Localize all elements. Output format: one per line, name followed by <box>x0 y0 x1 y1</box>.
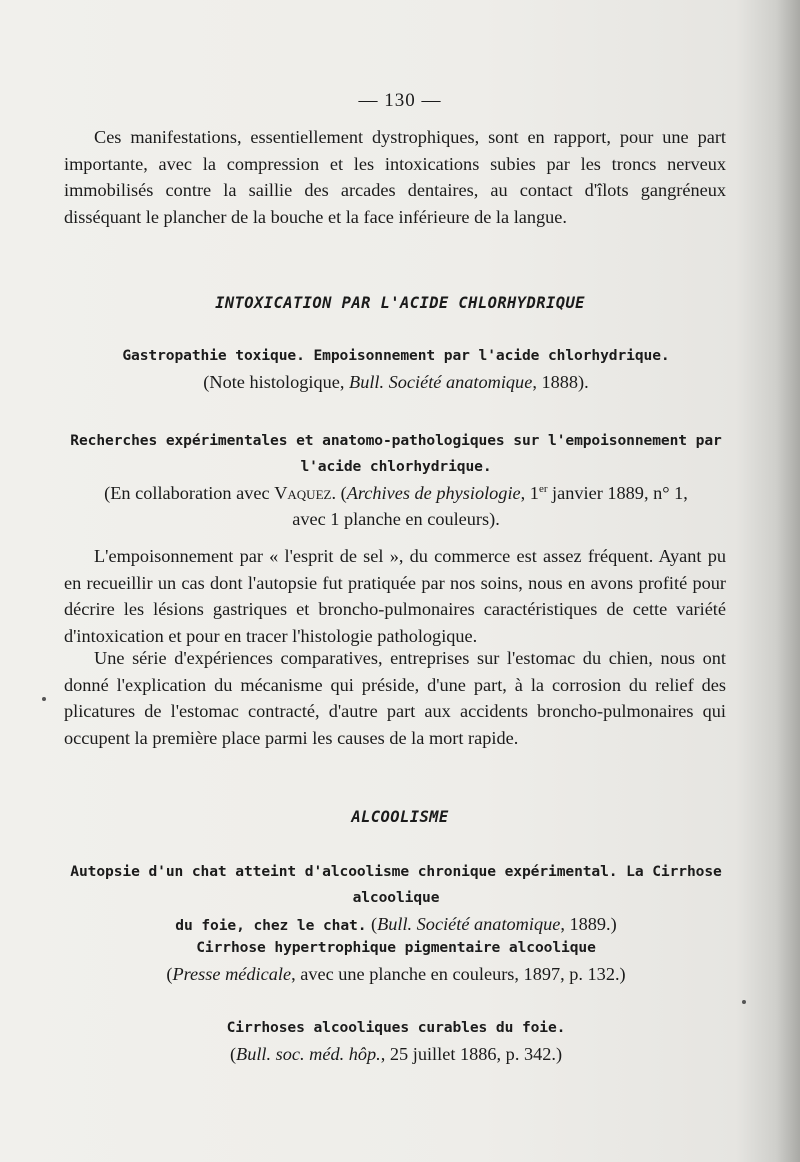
page-number: — 130 — <box>358 90 442 111</box>
entry-title-line1: Autopsie d'un chat atteint d'alcoolisme chronique expérimental. La Cirrhose alcoolique <box>70 863 722 906</box>
entry-reference-line2: avec 1 planche en couleurs). <box>292 509 500 529</box>
entry-recherches <box>64 428 728 532</box>
intro-paragraph-text: Ces manifestations, essentiellement dystrophiques, sont en rapport, pour une part importante, avec la compression et les intoxications subies par les troncs nerveux immobilisés contre la saillie des arcades dentaires, au contact d'îlots gangréneux disséquant le plancher de la bouche et la face inférieure de la langue. <box>64 127 726 227</box>
section-heading-acid: INTOXICATION PAR L'ACIDE CHLORHYDRIQUE <box>215 294 585 312</box>
entry-title-line2: l'acide chlorhydrique. <box>300 458 492 475</box>
entry-gastropathie <box>64 343 728 395</box>
entry-autopsie-chat <box>64 859 728 939</box>
scan-speck <box>742 1000 746 1004</box>
entry-title-line1: Recherches expérimentales et anatomo-pathologiques sur l'empoisonnement par <box>70 432 722 449</box>
entry-reference: (En collaboration avec Vaquez. (Archives de physiologie, 1er janvier 1889, n° 1, <box>104 482 688 503</box>
entry-reference: (Bull. soc. méd. hôp., 25 juillet 1886, p. 342.) <box>229 1044 563 1064</box>
entry-reference: (Presse médicale, avec une planche en couleurs, 1897, p. 132.) <box>166 964 626 984</box>
entry-line2: du foie, chez le chat. (Bull. Société anatomique, 1889.) <box>175 914 617 934</box>
entry-title: Cirrhoses alcooliques curables du foie. <box>226 1019 566 1036</box>
acid-paragraph-2: Une série d'expériences comparatives, entreprises sur l'estomac du chien, nous ont donné l'explication du mécanisme qui préside, d'une part, à la corrosion du relief des plicatures de l'estomac contracté, d'autre part aux accidents broncho-pulmonaires qui occupent la première place parmi les causes de la mort rapide. <box>64 648 726 748</box>
entry-title: Cirrhose hypertrophique pigmentaire alcoolique <box>196 939 596 956</box>
intro-paragraph <box>64 124 726 230</box>
entry-title: Gastropathie toxique. Empoisonnement par l'acide chlorhydrique. <box>122 347 670 364</box>
entry-reference: (Note histologique, Bull. Société anatomique, 1888). <box>203 372 589 392</box>
scan-speck <box>42 697 46 701</box>
acid-paragraph-1: L'empoisonnement par « l'esprit de sel », du commerce est assez fréquent. Ayant pu en recueillir un cas dont l'autopsie fut pratiquée par nos soins, nous en avons profité pour décrire les lésions gastriques et broncho-pulmonaires caractéristiques de cette variété d'intoxication et pour en tracer l'histologie pathologique. <box>64 546 726 646</box>
entry-cirrhoses-curables <box>64 1015 728 1067</box>
section-heading-alcool: ALCOOLISME <box>351 808 449 826</box>
entry-cirrhose-hypertrophique <box>64 935 728 987</box>
